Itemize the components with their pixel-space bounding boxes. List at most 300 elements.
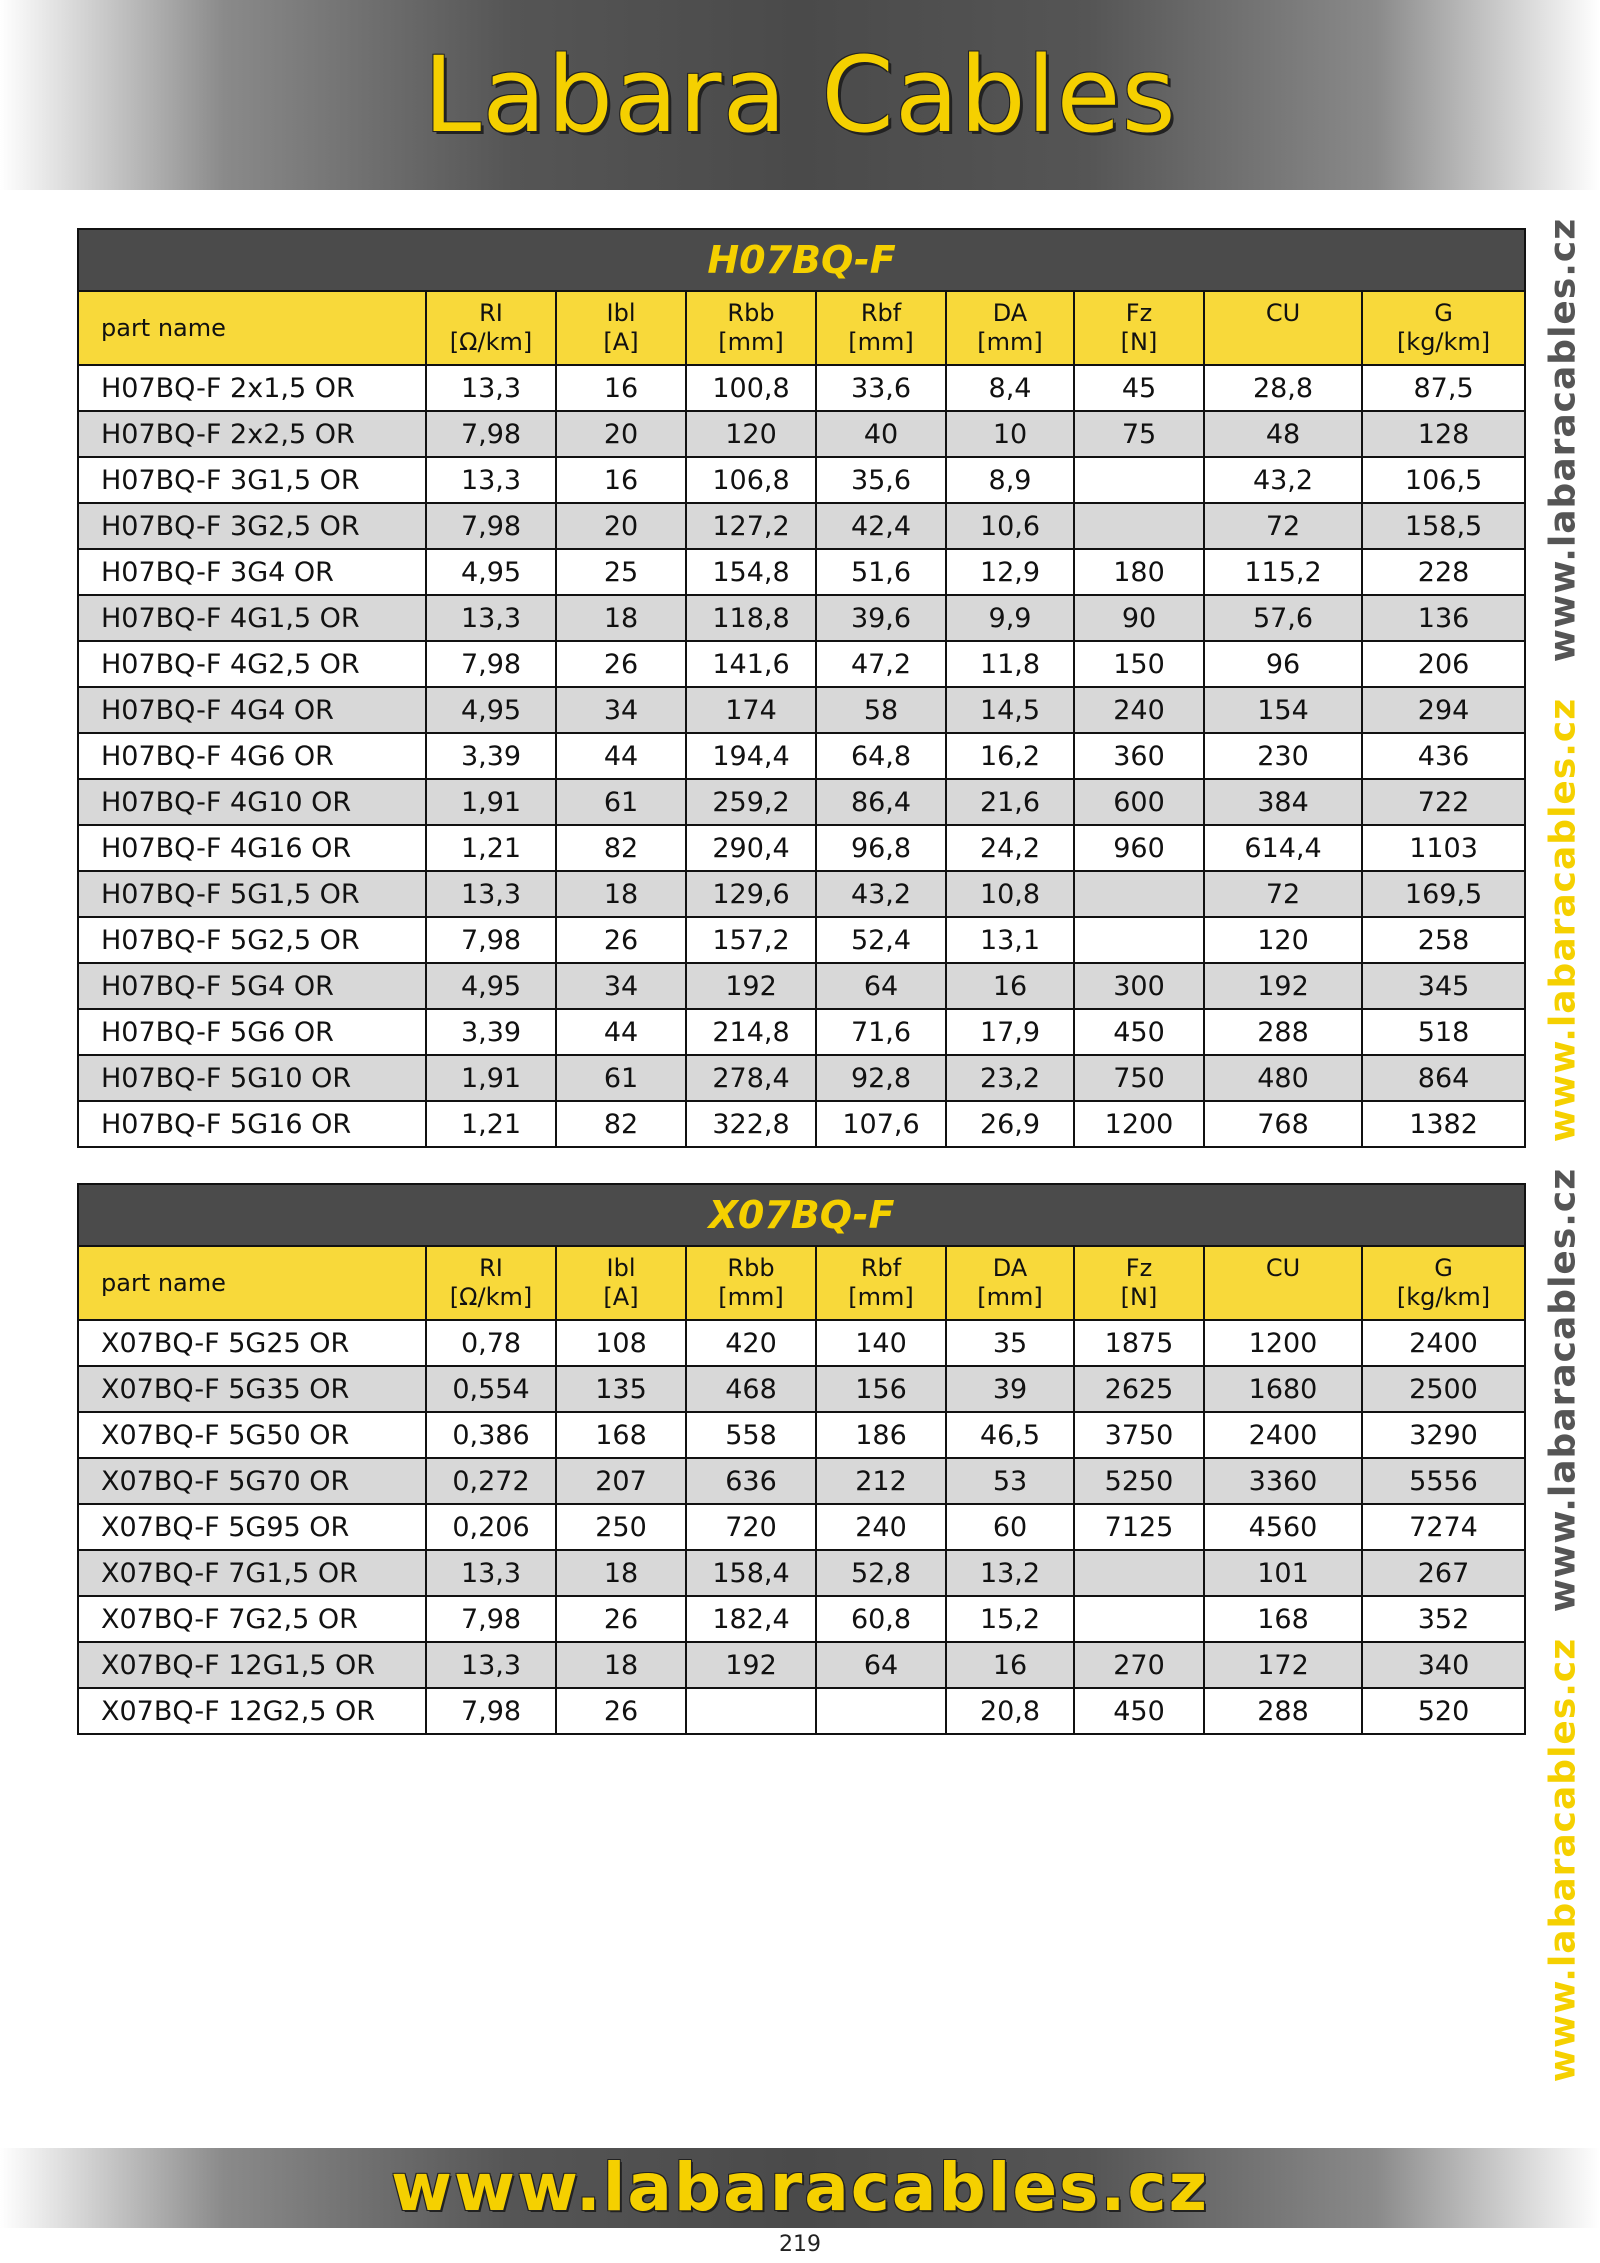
value-cell: 2625	[1074, 1366, 1204, 1412]
value-cell: 136	[1362, 595, 1525, 641]
value-cell: 214,8	[686, 1009, 816, 1055]
value-cell: 40	[816, 411, 946, 457]
value-cell: 106,5	[1362, 457, 1525, 503]
value-cell: 35	[946, 1320, 1074, 1366]
value-cell: 23,2	[946, 1055, 1074, 1101]
value-cell: 34	[556, 963, 686, 1009]
column-header-name: Ibl	[606, 1254, 636, 1282]
value-cell: 43,2	[1204, 457, 1362, 503]
value-cell: 28,8	[1204, 365, 1362, 411]
value-cell: 194,4	[686, 733, 816, 779]
value-cell: 294	[1362, 687, 1525, 733]
table-row	[78, 871, 1525, 917]
part-name-cell: X07BQ-F 5G25 OR	[78, 1320, 426, 1366]
value-cell: 2400	[1362, 1320, 1525, 1366]
value-cell: 16	[556, 457, 686, 503]
value-cell: 4,95	[426, 963, 556, 1009]
value-cell: 157,2	[686, 917, 816, 963]
value-cell: 26	[556, 1596, 686, 1642]
value-cell: 13,3	[426, 595, 556, 641]
column-header	[946, 1246, 1074, 1320]
column-header-name: Rbf	[860, 1254, 902, 1282]
part-name-cell: H07BQ-F 5G6 OR	[78, 1009, 426, 1055]
column-header-unit: [mm]	[977, 328, 1043, 356]
value-cell: 7,98	[426, 411, 556, 457]
value-cell: 120	[1204, 917, 1362, 963]
value-cell: 0,78	[426, 1320, 556, 1366]
value-cell: 1,21	[426, 825, 556, 871]
part-name-cell: H07BQ-F 5G10 OR	[78, 1055, 426, 1101]
value-cell: 750	[1074, 1055, 1204, 1101]
value-cell: 250	[556, 1504, 686, 1550]
value-cell: 127,2	[686, 503, 816, 549]
column-header-unit: [A]	[603, 328, 639, 356]
value-cell: 1382	[1362, 1101, 1525, 1147]
column-header-name: RI	[479, 1254, 503, 1282]
column-header-unit: [mm]	[977, 1283, 1043, 1311]
value-cell: 7,98	[426, 641, 556, 687]
value-cell: 3,39	[426, 1009, 556, 1055]
value-cell: 24,2	[946, 825, 1074, 871]
value-cell: 47,2	[816, 641, 946, 687]
value-cell: 13,3	[426, 871, 556, 917]
table-row	[78, 779, 1525, 825]
value-cell: 60	[946, 1504, 1074, 1550]
value-cell: 960	[1074, 825, 1204, 871]
value-cell: 15,2	[946, 1596, 1074, 1642]
value-cell: 16,2	[946, 733, 1074, 779]
table-row	[78, 733, 1525, 779]
table-row	[78, 1458, 1525, 1504]
value-cell: 5556	[1362, 1458, 1525, 1504]
value-cell: 101	[1204, 1550, 1362, 1596]
value-cell: 90	[1074, 595, 1204, 641]
value-cell: 340	[1362, 1642, 1525, 1688]
part-name-cell: H07BQ-F 4G4 OR	[78, 687, 426, 733]
value-cell: 118,8	[686, 595, 816, 641]
value-cell: 192	[1204, 963, 1362, 1009]
value-cell: 207	[556, 1458, 686, 1504]
column-header-name: Rbb	[727, 1254, 775, 1282]
value-cell: 154	[1204, 687, 1362, 733]
column-header-unit: [Ω/km]	[449, 328, 533, 356]
value-cell: 39,6	[816, 595, 946, 641]
column-header-unit: [N]	[1120, 328, 1158, 356]
part-name-cell: X07BQ-F 5G95 OR	[78, 1504, 426, 1550]
value-cell: 3290	[1362, 1412, 1525, 1458]
value-cell: 39	[946, 1366, 1074, 1412]
value-cell: 18	[556, 595, 686, 641]
value-cell: 480	[1204, 1055, 1362, 1101]
part-name-cell: H07BQ-F 3G4 OR	[78, 549, 426, 595]
part-name-cell: H07BQ-F 5G2,5 OR	[78, 917, 426, 963]
part-name-cell: X07BQ-F 5G70 OR	[78, 1458, 426, 1504]
value-cell: 468	[686, 1366, 816, 1412]
table-row	[78, 411, 1525, 457]
value-cell: 135	[556, 1366, 686, 1412]
column-header-unit: [mm]	[718, 1283, 784, 1311]
value-cell: 128	[1362, 411, 1525, 457]
part-name-cell: H07BQ-F 4G1,5 OR	[78, 595, 426, 641]
spec-table-x07bq-f	[77, 1183, 1526, 1735]
value-cell: 212	[816, 1458, 946, 1504]
column-header	[1074, 291, 1204, 365]
column-header	[686, 1246, 816, 1320]
part-name-cell: H07BQ-F 4G10 OR	[78, 779, 426, 825]
column-header	[556, 1246, 686, 1320]
value-cell: 16	[556, 365, 686, 411]
value-cell: 180	[1074, 549, 1204, 595]
value-cell: 174	[686, 687, 816, 733]
value-cell: 278,4	[686, 1055, 816, 1101]
brand-logo: Labara Cables	[423, 34, 1177, 156]
value-cell	[1074, 917, 1204, 963]
value-cell: 43,2	[816, 871, 946, 917]
value-cell: 169,5	[1362, 871, 1525, 917]
value-cell: 158,5	[1362, 503, 1525, 549]
value-cell: 44	[556, 733, 686, 779]
column-header	[556, 291, 686, 365]
value-cell: 53	[946, 1458, 1074, 1504]
value-cell: 140	[816, 1320, 946, 1366]
part-name-cell: H07BQ-F 3G2,5 OR	[78, 503, 426, 549]
value-cell: 520	[1362, 1688, 1525, 1734]
value-cell: 290,4	[686, 825, 816, 871]
value-cell: 192	[686, 1642, 816, 1688]
value-cell: 25	[556, 549, 686, 595]
column-header-unit: [N]	[1120, 1283, 1158, 1311]
value-cell: 0,386	[426, 1412, 556, 1458]
column-header	[426, 1246, 556, 1320]
value-cell: 384	[1204, 779, 1362, 825]
column-header	[1362, 1246, 1525, 1320]
column-header	[1204, 291, 1362, 365]
value-cell: 58	[816, 687, 946, 733]
value-cell: 57,6	[1204, 595, 1362, 641]
value-cell: 518	[1362, 1009, 1525, 1055]
value-cell: 64,8	[816, 733, 946, 779]
value-cell: 172	[1204, 1642, 1362, 1688]
value-cell: 18	[556, 871, 686, 917]
value-cell: 1200	[1204, 1320, 1362, 1366]
value-cell: 26,9	[946, 1101, 1074, 1147]
table-row	[78, 1320, 1525, 1366]
column-header	[1362, 291, 1525, 365]
table-row	[78, 1366, 1525, 1412]
value-cell: 258	[1362, 917, 1525, 963]
value-cell: 300	[1074, 963, 1204, 1009]
value-cell: 26	[556, 917, 686, 963]
value-cell: 13,3	[426, 457, 556, 503]
column-header-unit: [mm]	[848, 1283, 914, 1311]
table-title: X07BQ-F	[78, 1184, 1525, 1246]
value-cell: 1,21	[426, 1101, 556, 1147]
value-cell: 7,98	[426, 503, 556, 549]
value-cell: 722	[1362, 779, 1525, 825]
column-header-unit: [kg/km]	[1396, 328, 1491, 356]
column-header-name: Ibl	[606, 299, 636, 327]
value-cell: 13,3	[426, 1550, 556, 1596]
value-cell: 158,4	[686, 1550, 816, 1596]
value-cell: 345	[1362, 963, 1525, 1009]
value-cell: 13,2	[946, 1550, 1074, 1596]
page-number: 219	[779, 2232, 821, 2257]
value-cell: 720	[686, 1504, 816, 1550]
value-cell: 64	[816, 1642, 946, 1688]
part-name-cell: H07BQ-F 5G1,5 OR	[78, 871, 426, 917]
column-header-name: DA	[992, 299, 1028, 327]
value-cell: 3,39	[426, 733, 556, 779]
column-header-name: Fz	[1125, 299, 1153, 327]
value-cell: 1,91	[426, 779, 556, 825]
value-cell	[1074, 1550, 1204, 1596]
value-cell: 228	[1362, 549, 1525, 595]
value-cell: 8,4	[946, 365, 1074, 411]
value-cell: 12,9	[946, 549, 1074, 595]
column-header-name: RI	[479, 299, 503, 327]
table-row	[78, 1055, 1525, 1101]
value-cell: 64	[816, 963, 946, 1009]
value-cell: 108	[556, 1320, 686, 1366]
table-row	[78, 1688, 1525, 1734]
value-cell: 240	[816, 1504, 946, 1550]
value-cell: 1875	[1074, 1320, 1204, 1366]
value-cell: 259,2	[686, 779, 816, 825]
value-cell: 100,8	[686, 365, 816, 411]
value-cell: 129,6	[686, 871, 816, 917]
value-cell: 72	[1204, 871, 1362, 917]
table-row	[78, 1504, 1525, 1550]
value-cell: 45	[1074, 365, 1204, 411]
column-header-name: part name	[101, 1268, 226, 1297]
value-cell: 450	[1074, 1688, 1204, 1734]
column-header-name: Rbf	[860, 299, 902, 327]
value-cell: 636	[686, 1458, 816, 1504]
value-cell: 4,95	[426, 549, 556, 595]
table-row	[78, 1009, 1525, 1055]
column-header-name: G	[1434, 1254, 1453, 1282]
value-cell: 42,4	[816, 503, 946, 549]
value-cell: 18	[556, 1550, 686, 1596]
column-header	[78, 291, 426, 365]
value-cell: 288	[1204, 1688, 1362, 1734]
value-cell: 107,6	[816, 1101, 946, 1147]
value-cell: 206	[1362, 641, 1525, 687]
value-cell: 3750	[1074, 1412, 1204, 1458]
value-cell: 230	[1204, 733, 1362, 779]
column-header	[1204, 1246, 1362, 1320]
value-cell: 420	[686, 1320, 816, 1366]
value-cell: 4,95	[426, 687, 556, 733]
table-row	[78, 595, 1525, 641]
value-cell: 1200	[1074, 1101, 1204, 1147]
column-header-name: Fz	[1125, 1254, 1153, 1282]
value-cell: 4560	[1204, 1504, 1362, 1550]
value-cell: 270	[1074, 1642, 1204, 1688]
value-cell: 92,8	[816, 1055, 946, 1101]
part-name-cell: H07BQ-F 2x2,5 OR	[78, 411, 426, 457]
table-row	[78, 917, 1525, 963]
value-cell: 8,9	[946, 457, 1074, 503]
value-cell: 26	[556, 1688, 686, 1734]
column-header-unit: [kg/km]	[1396, 1283, 1491, 1311]
table-row	[78, 1101, 1525, 1147]
value-cell: 558	[686, 1412, 816, 1458]
value-cell: 20,8	[946, 1688, 1074, 1734]
value-cell	[1074, 871, 1204, 917]
column-header-unit: [A]	[603, 1283, 639, 1311]
value-cell: 10	[946, 411, 1074, 457]
value-cell	[686, 1688, 816, 1734]
value-cell	[816, 1688, 946, 1734]
value-cell: 34	[556, 687, 686, 733]
value-cell: 33,6	[816, 365, 946, 411]
value-cell: 52,4	[816, 917, 946, 963]
table-row	[78, 1550, 1525, 1596]
column-header	[946, 291, 1074, 365]
value-cell: 71,6	[816, 1009, 946, 1055]
table-row	[78, 825, 1525, 871]
part-name-cell: X07BQ-F 5G35 OR	[78, 1366, 426, 1412]
value-cell: 0,554	[426, 1366, 556, 1412]
value-cell: 87,5	[1362, 365, 1525, 411]
table-row	[78, 1596, 1525, 1642]
value-cell: 26	[556, 641, 686, 687]
value-cell: 18	[556, 1642, 686, 1688]
column-header	[816, 1246, 946, 1320]
value-cell: 16	[946, 963, 1074, 1009]
value-cell: 5250	[1074, 1458, 1204, 1504]
value-cell: 1680	[1204, 1366, 1362, 1412]
value-cell: 61	[556, 1055, 686, 1101]
value-cell: 0,206	[426, 1504, 556, 1550]
column-header-unit	[1205, 328, 1361, 357]
value-cell: 20	[556, 503, 686, 549]
value-cell: 20	[556, 411, 686, 457]
value-cell: 7274	[1362, 1504, 1525, 1550]
value-cell	[1074, 503, 1204, 549]
part-name-cell: X07BQ-F 12G2,5 OR	[78, 1688, 426, 1734]
part-name-cell: X07BQ-F 12G1,5 OR	[78, 1642, 426, 1688]
value-cell: 48	[1204, 411, 1362, 457]
column-header	[686, 291, 816, 365]
value-cell: 52,8	[816, 1550, 946, 1596]
part-name-cell: H07BQ-F 5G16 OR	[78, 1101, 426, 1147]
value-cell: 7,98	[426, 1688, 556, 1734]
value-cell: 96,8	[816, 825, 946, 871]
part-name-cell: H07BQ-F 4G16 OR	[78, 825, 426, 871]
value-cell: 240	[1074, 687, 1204, 733]
value-cell: 182,4	[686, 1596, 816, 1642]
value-cell: 115,2	[1204, 549, 1362, 595]
table-row	[78, 963, 1525, 1009]
value-cell: 7125	[1074, 1504, 1204, 1550]
footer-url[interactable]: www.labaracables.cz	[391, 2149, 1209, 2226]
value-cell	[1074, 457, 1204, 503]
value-cell: 106,8	[686, 457, 816, 503]
table-row	[78, 457, 1525, 503]
value-cell: 322,8	[686, 1101, 816, 1147]
value-cell: 13,3	[426, 365, 556, 411]
value-cell: 96	[1204, 641, 1362, 687]
value-cell: 0,272	[426, 1458, 556, 1504]
value-cell: 61	[556, 779, 686, 825]
column-header	[426, 291, 556, 365]
value-cell: 13,1	[946, 917, 1074, 963]
value-cell: 60,8	[816, 1596, 946, 1642]
column-header-unit: [Ω/km]	[449, 1283, 533, 1311]
column-header	[1074, 1246, 1204, 1320]
part-name-cell: H07BQ-F 5G4 OR	[78, 963, 426, 1009]
value-cell: 288	[1204, 1009, 1362, 1055]
value-cell: 352	[1362, 1596, 1525, 1642]
table-row	[78, 1412, 1525, 1458]
table-row	[78, 549, 1525, 595]
value-cell: 46,5	[946, 1412, 1074, 1458]
value-cell: 86,4	[816, 779, 946, 825]
value-cell: 1,91	[426, 1055, 556, 1101]
column-header-name: G	[1434, 299, 1453, 327]
table-row	[78, 1642, 1525, 1688]
value-cell: 82	[556, 825, 686, 871]
value-cell: 35,6	[816, 457, 946, 503]
column-header-name: DA	[992, 1254, 1028, 1282]
value-cell: 436	[1362, 733, 1525, 779]
value-cell: 14,5	[946, 687, 1074, 733]
column-header-name: Rbb	[727, 299, 775, 327]
value-cell: 51,6	[816, 549, 946, 595]
part-name-cell: X07BQ-F 5G50 OR	[78, 1412, 426, 1458]
column-header-unit: [mm]	[718, 328, 784, 356]
value-cell: 16	[946, 1642, 1074, 1688]
value-cell: 75	[1074, 411, 1204, 457]
value-cell: 11,8	[946, 641, 1074, 687]
column-header-unit: [mm]	[848, 328, 914, 356]
value-cell: 156	[816, 1366, 946, 1412]
value-cell: 168	[556, 1412, 686, 1458]
value-cell: 120	[686, 411, 816, 457]
value-cell: 168	[1204, 1596, 1362, 1642]
value-cell: 9,9	[946, 595, 1074, 641]
table-title: H07BQ-F	[78, 229, 1525, 291]
value-cell: 768	[1204, 1101, 1362, 1147]
column-header-name: CU	[1265, 299, 1301, 327]
value-cell: 13,3	[426, 1642, 556, 1688]
value-cell: 614,4	[1204, 825, 1362, 871]
part-name-cell: X07BQ-F 7G2,5 OR	[78, 1596, 426, 1642]
value-cell: 72	[1204, 503, 1362, 549]
value-cell: 864	[1362, 1055, 1525, 1101]
table-row	[78, 365, 1525, 411]
value-cell: 150	[1074, 641, 1204, 687]
value-cell: 186	[816, 1412, 946, 1458]
value-cell: 600	[1074, 779, 1204, 825]
column-header-unit	[1205, 1283, 1361, 1312]
value-cell: 2500	[1362, 1366, 1525, 1412]
value-cell	[1074, 1596, 1204, 1642]
value-cell: 3360	[1204, 1458, 1362, 1504]
value-cell: 360	[1074, 733, 1204, 779]
part-name-cell: H07BQ-F 3G1,5 OR	[78, 457, 426, 503]
value-cell: 7,98	[426, 1596, 556, 1642]
value-cell: 1103	[1362, 825, 1525, 871]
value-cell: 2400	[1204, 1412, 1362, 1458]
value-cell: 21,6	[946, 779, 1074, 825]
value-cell: 82	[556, 1101, 686, 1147]
column-header-name: CU	[1265, 1254, 1301, 1282]
value-cell: 7,98	[426, 917, 556, 963]
table-row	[78, 687, 1525, 733]
